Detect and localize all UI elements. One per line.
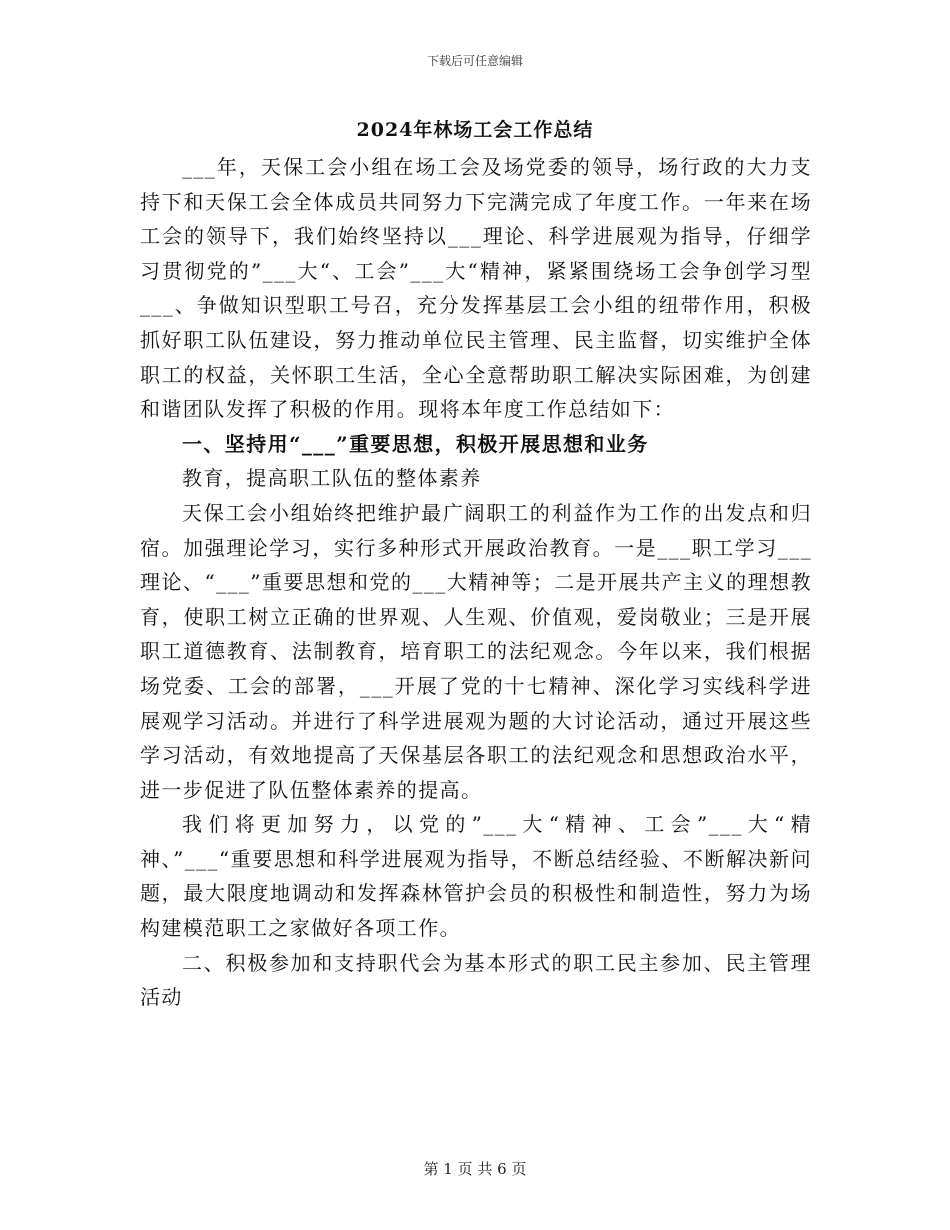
document-body [140, 150, 812, 1015]
header-note: 下载后可任意编辑 [426, 54, 523, 68]
page-number: 第 1 页 共 6 页 [423, 1160, 527, 1178]
section-heading-2: 二、积极参加和支持职代会为基本形式的职工民主参加、民主管理活动 [140, 950, 812, 1010]
section-heading-1-continued: 教育，提高职工队伍的整体素养 [182, 466, 482, 491]
intro-paragraph: ___年，天保工会小组在场工会及场党委的领导，场行政的大力支持下和天保工会全体成员共同努力下完满完成了年度工作。一年来在场工会的领导下，我们始终坚持以___理论、科学进展观为指导，仔细学习贯彻党的”___大“、工会”___大“精神，紧紧围绕场工会争创学习型___、争做知识型职工号召，充分发挥基层工会小组的纽带作用，积极抓好职工队伍建设，努力推动单位民主管理、民主监督，切实维护全体职工的权益，关怀职工生活，全心全意帮助职工解决实际困难，为创建和谐团队发挥了积极的作用。现将本年度工作总结如下： [140, 155, 812, 422]
body-paragraph: 天保工会小组始终把维护最广阔职工的利益作为工作的出发点和归宿。加强理论学习，实行多种形式开展政治教育。一是___职工学习___理论、“___”重要思想和党的___大精神等；二是开展共产主义的理想教育，使职工树立正确的世界观、人生观、价值观，爱岗敬业；三是开展职工道德教育、法制教育，培育职工的法纪观念。今年以来，我们根据场党委、工会的部署，___开展了党的十七精神、深化学习实线科学进展观学习活动。并进行了科学进展观为题的大讨论活动，通过开展这些学习活动，有效地提高了天保基层各职工的法纪观念和思想政治水平，进一步促进了队伍整体素养的提高。 [140, 500, 812, 802]
document-title: 2024年林场工会工作总结 [356, 119, 594, 141]
body-paragraph: 我们将更加努力，以党的”___大“精神、工会”___大“精神、”___“重要思想和科学进展观为指导，不断总结经验、不断解决新问题，最大限度地调动和发挥森林管护会员的积极性和制造性，努力为场构建模范职工之家做好各项工作。 [140, 812, 812, 941]
section-heading-1: 一、坚持用“___”重要思想，积极开展思想和业务 [182, 431, 649, 456]
